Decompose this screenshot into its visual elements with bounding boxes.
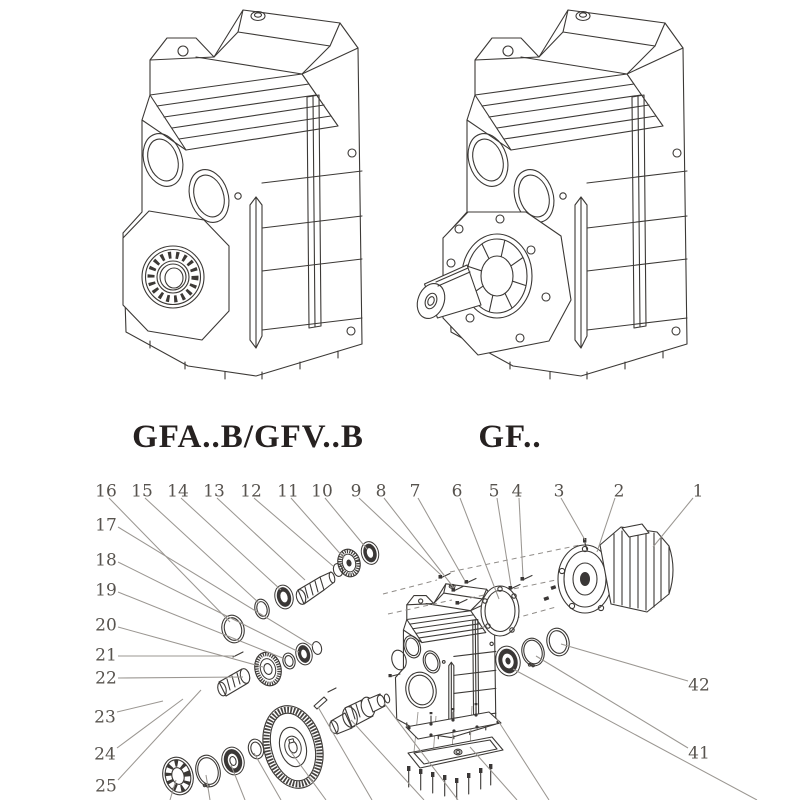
leader-line-10 bbox=[325, 498, 367, 549]
part-number-7: 7 bbox=[409, 481, 421, 502]
part-number-4: 4 bbox=[511, 481, 523, 502]
output-gear bbox=[254, 699, 332, 795]
shaft-key bbox=[314, 697, 327, 709]
part-number-3: 3 bbox=[553, 481, 565, 502]
intermediate-shaft-assembly bbox=[216, 641, 323, 697]
model-label-left: GFA..B/GFV..B bbox=[132, 419, 364, 455]
model-label-right: GF.. bbox=[478, 419, 542, 455]
gearbox-drawing-left bbox=[123, 10, 362, 379]
cover-flange-ring bbox=[481, 586, 519, 636]
circlip-41 bbox=[519, 636, 548, 669]
part-number-15: 15 bbox=[131, 481, 153, 502]
oil-seal bbox=[219, 745, 247, 778]
pinion-shaft-2 bbox=[216, 668, 251, 697]
part-number-24: 24 bbox=[94, 744, 116, 765]
leader-line-25 bbox=[118, 690, 201, 780]
part-number-18: 18 bbox=[95, 550, 117, 571]
part-number-22: 22 bbox=[95, 668, 117, 689]
part-number-1: 1 bbox=[692, 481, 704, 502]
part-number-10: 10 bbox=[311, 481, 333, 502]
motor-assembly bbox=[543, 524, 673, 613]
leader-line-15 bbox=[145, 498, 259, 603]
part-number-8: 8 bbox=[375, 481, 387, 502]
gearbox-drawing-right bbox=[412, 10, 687, 379]
part-number-41: 41 bbox=[688, 743, 710, 764]
leader-line-5 bbox=[497, 498, 511, 586]
leader-line-18 bbox=[118, 562, 299, 652]
pan-bolts bbox=[407, 764, 492, 799]
motor-body bbox=[600, 524, 673, 612]
part-number-5: 5 bbox=[488, 481, 500, 502]
leader-line-1 bbox=[653, 498, 693, 547]
part-number-6: 6 bbox=[451, 481, 463, 502]
leader-line-6 bbox=[460, 498, 499, 599]
callout-layer bbox=[94, 482, 710, 797]
circlip bbox=[192, 752, 223, 789]
part-number-11: 11 bbox=[277, 481, 299, 502]
leader-line-3 bbox=[561, 498, 585, 540]
leader-line-7 bbox=[418, 498, 465, 581]
part-number-17: 17 bbox=[95, 515, 117, 536]
leader-line-23 bbox=[117, 701, 163, 712]
ball-bearing bbox=[159, 754, 198, 798]
part-number-21: 21 bbox=[95, 645, 117, 666]
part-number-23: 23 bbox=[94, 707, 116, 728]
intermediate-gear bbox=[251, 649, 285, 689]
part-number-14: 14 bbox=[167, 481, 189, 502]
leader-line-4 bbox=[519, 498, 523, 577]
output-bearing bbox=[493, 643, 524, 678]
leader-line-13 bbox=[217, 498, 305, 580]
ring-42 bbox=[544, 626, 572, 659]
leader-line-22 bbox=[118, 677, 243, 678]
leader-line-24 bbox=[117, 699, 183, 748]
output-gear-assembly bbox=[159, 688, 391, 798]
exploded-view bbox=[94, 482, 757, 800]
leader-line-42 bbox=[561, 644, 688, 681]
part-number-9: 9 bbox=[350, 481, 362, 502]
part-number-42: 42 bbox=[688, 675, 710, 696]
part-number-12: 12 bbox=[240, 481, 262, 502]
part-number-25: 25 bbox=[95, 776, 117, 797]
part-number-20: 20 bbox=[95, 615, 117, 636]
intermediate-output-shaft bbox=[328, 688, 391, 734]
leader-line-41 bbox=[536, 656, 688, 748]
part-number-19: 19 bbox=[95, 580, 117, 601]
leader-line-11 bbox=[291, 498, 344, 558]
part-number-16: 16 bbox=[95, 481, 117, 502]
part-number-2: 2 bbox=[613, 481, 625, 502]
part-number-13: 13 bbox=[203, 481, 225, 502]
hollow-shaft-bearing-boss bbox=[123, 211, 229, 340]
